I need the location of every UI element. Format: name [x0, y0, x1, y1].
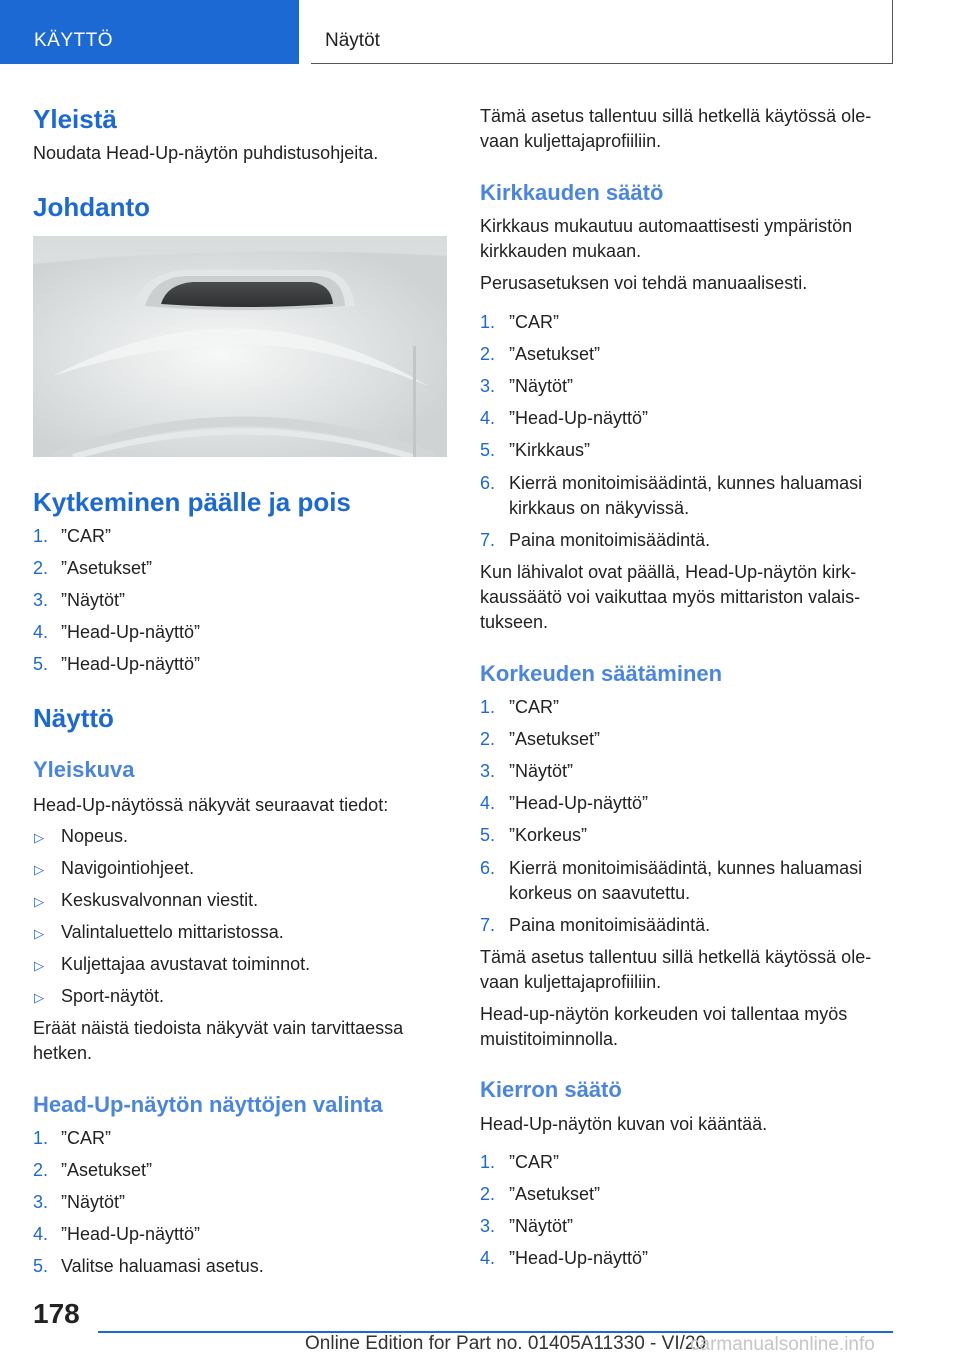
korkeus-after1-line-1: Tämä asetus tallentuu sillä hetkellä käytössä ole-	[480, 947, 872, 967]
kirkkaus-step-3: ”Näytöt”	[509, 376, 574, 396]
step-number: 4.	[480, 408, 496, 428]
korkeus-step-5: ”Korkeus”	[509, 825, 588, 845]
page-number: 178	[33, 1298, 80, 1329]
step-number: 1.	[480, 1152, 496, 1172]
korkeus-after2-line-1: Head-up-näytön korkeuden voi tallentaa myös	[480, 1004, 848, 1024]
step-number: 1.	[33, 526, 49, 546]
valinta-step-2: ”Asetukset”	[61, 1160, 153, 1180]
step-number: 6.	[480, 858, 496, 878]
header-section-label: KÄYTTÖ	[34, 30, 114, 51]
intro-line-1: Tämä asetus tallentuu sillä hetkellä käytössä ole-	[480, 106, 872, 126]
kierto-step-2: ”Asetukset”	[509, 1184, 601, 1204]
heading-korkeus: Korkeuden säätäminen	[480, 661, 723, 686]
step-number: 3.	[480, 376, 496, 396]
kirkkaus-after-line-1: Kun lähivalot ovat päällä, Head-Up-näytön kirk-	[480, 562, 857, 582]
yleiskuva-bullet-2: Navigointiohjeet.	[61, 858, 195, 878]
step-number: 7.	[480, 915, 496, 935]
kytkeminen-step-5: ”Head-Up-näyttö”	[61, 654, 201, 674]
yleiskuva-bullet-5: Kuljettajaa avustavat toiminnot.	[61, 954, 311, 974]
step-number: 2.	[33, 558, 49, 578]
triangle-right-outline-icon: ▷	[34, 958, 44, 973]
step-number: 2.	[480, 729, 496, 749]
korkeus-step-2: ”Asetukset”	[509, 729, 601, 749]
kirkkaus-step-1: ”CAR”	[509, 312, 559, 332]
step-number: 4.	[480, 1248, 496, 1268]
triangle-right-outline-icon: ▷	[34, 830, 44, 845]
step-number: 2.	[480, 1184, 496, 1204]
header-chapter-label: Näytöt	[325, 30, 380, 51]
kirkkaus-step-6-cont: kirkkaus on näkyvissä.	[509, 498, 690, 518]
kirkkaus-text-line-1: Kirkkaus mukautuu automaattisesti ympäristön	[480, 216, 853, 236]
yleiskuva-bullet-4: Valintaluettelo mittaristossa.	[61, 922, 284, 942]
heading-valinta: Head-Up-näytön näyttöjen valinta	[33, 1092, 383, 1117]
step-number: 3.	[480, 1216, 496, 1236]
yleiskuva-text: Head-Up-näytössä näkyvät seuraavat tiedot:	[33, 795, 389, 815]
triangle-right-outline-icon: ▷	[34, 926, 44, 941]
step-number: 7.	[480, 530, 496, 550]
heading-naytto: Näyttö	[33, 703, 114, 733]
step-number: 4.	[33, 622, 49, 642]
step-number: 6.	[480, 473, 496, 493]
heading-kytkeminen: Kytkeminen päälle ja pois	[33, 487, 351, 517]
korkeus-step-3: ”Näytöt”	[509, 761, 574, 781]
kirkkaus-step-2: ”Asetukset”	[509, 344, 601, 364]
kierto-step-4: ”Head-Up-näyttö”	[509, 1248, 649, 1268]
head-up-display-illustration	[33, 236, 447, 457]
step-number: 1.	[33, 1128, 49, 1148]
korkeus-step-1: ”CAR”	[509, 697, 559, 717]
triangle-right-outline-icon: ▷	[34, 990, 44, 1005]
intro-line-2: vaan kuljettajaprofiiliin.	[480, 131, 662, 151]
valinta-step-5: Valitse haluamasi asetus.	[61, 1256, 264, 1276]
kierto-text: Head-Up-näytön kuvan voi kääntää.	[480, 1114, 768, 1134]
korkeus-step-7: Paina monitoimisäädintä.	[509, 915, 711, 935]
triangle-right-outline-icon: ▷	[34, 894, 44, 909]
kirkkaus-manual: Perusasetuksen voi tehdä manuaalisesti.	[480, 273, 808, 293]
kirkkaus-text-line-2: kirkkauden mukaan.	[480, 241, 642, 261]
yleista-text: Noudata Head-Up-näytön puhdistusohjeita.	[33, 143, 379, 163]
heading-johdanto: Johdanto	[33, 192, 150, 222]
kytkeminen-step-3: ”Näytöt”	[61, 590, 126, 610]
heading-kierto: Kierron säätö	[480, 1077, 622, 1102]
kytkeminen-step-2: ”Asetukset”	[61, 558, 153, 578]
step-number: 5.	[480, 440, 496, 460]
kierto-step-1: ”CAR”	[509, 1152, 559, 1172]
head-up-display-photo	[33, 236, 447, 457]
step-number: 4.	[480, 793, 496, 813]
yleiskuva-bullet-3: Keskusvalvonnan viestit.	[61, 890, 259, 910]
step-number: 1.	[480, 697, 496, 717]
kytkeminen-step-1: ”CAR”	[61, 526, 111, 546]
header-chapter-box	[311, 0, 893, 64]
korkeus-after1-line-2: vaan kuljettajaprofiiliin.	[480, 972, 662, 992]
step-number: 3.	[480, 761, 496, 781]
step-number: 3.	[33, 1192, 49, 1212]
korkeus-step-4: ”Head-Up-näyttö”	[509, 793, 649, 813]
kytkeminen-step-4: ”Head-Up-näyttö”	[61, 622, 201, 642]
kirkkaus-step-4: ”Head-Up-näyttö”	[509, 408, 649, 428]
triangle-right-outline-icon: ▷	[34, 862, 44, 877]
korkeus-after2-line-2: muistitoiminnolla.	[480, 1029, 619, 1049]
step-number: 5.	[480, 825, 496, 845]
step-number: 2.	[480, 344, 496, 364]
note-line-1: Eräät näistä tiedoista näkyvät vain tarvittaessa	[33, 1018, 404, 1038]
kirkkaus-step-5: ”Kirkkaus”	[509, 440, 591, 460]
step-number: 5.	[33, 1256, 49, 1276]
valinta-step-3: ”Näytöt”	[61, 1192, 126, 1212]
yleiskuva-bullet-6: Sport-näytöt.	[61, 986, 165, 1006]
note-line-2: hetken.	[33, 1043, 93, 1063]
kirkkaus-after-line-2: kaussäätö voi vaikuttaa myös mittariston valais-	[480, 587, 861, 607]
valinta-step-1: ”CAR”	[61, 1128, 111, 1148]
korkeus-step-6-cont: korkeus on saavutettu.	[509, 883, 691, 903]
step-number: 2.	[33, 1160, 49, 1180]
step-number: 4.	[33, 1224, 49, 1244]
watermark: carmanualsonline.info	[690, 1334, 875, 1355]
heading-yleiskuva: Yleiskuva	[33, 757, 135, 782]
kierto-step-3: ”Näytöt”	[509, 1216, 574, 1236]
yleiskuva-bullet-1: Nopeus.	[61, 826, 129, 846]
footer-edition: Online Edition for Part no. 01405A11330 - VI/20	[305, 1333, 707, 1354]
heading-yleista: Yleistä	[33, 104, 117, 134]
korkeus-step-6: Kierrä monitoimisäädintä, kunnes haluamasi	[509, 858, 863, 878]
step-number: 5.	[33, 654, 49, 674]
kirkkaus-step-7: Paina monitoimisäädintä.	[509, 530, 711, 550]
kirkkaus-step-6: Kierrä monitoimisäädintä, kunnes haluamasi	[509, 473, 863, 493]
kirkkaus-after-line-3: tukseen.	[480, 612, 549, 632]
valinta-step-4: ”Head-Up-näyttö”	[61, 1224, 201, 1244]
step-number: 1.	[480, 312, 496, 332]
step-number: 3.	[33, 590, 49, 610]
heading-kirkkaus: Kirkkauden säätö	[480, 180, 664, 205]
header-section-tab	[0, 0, 299, 64]
